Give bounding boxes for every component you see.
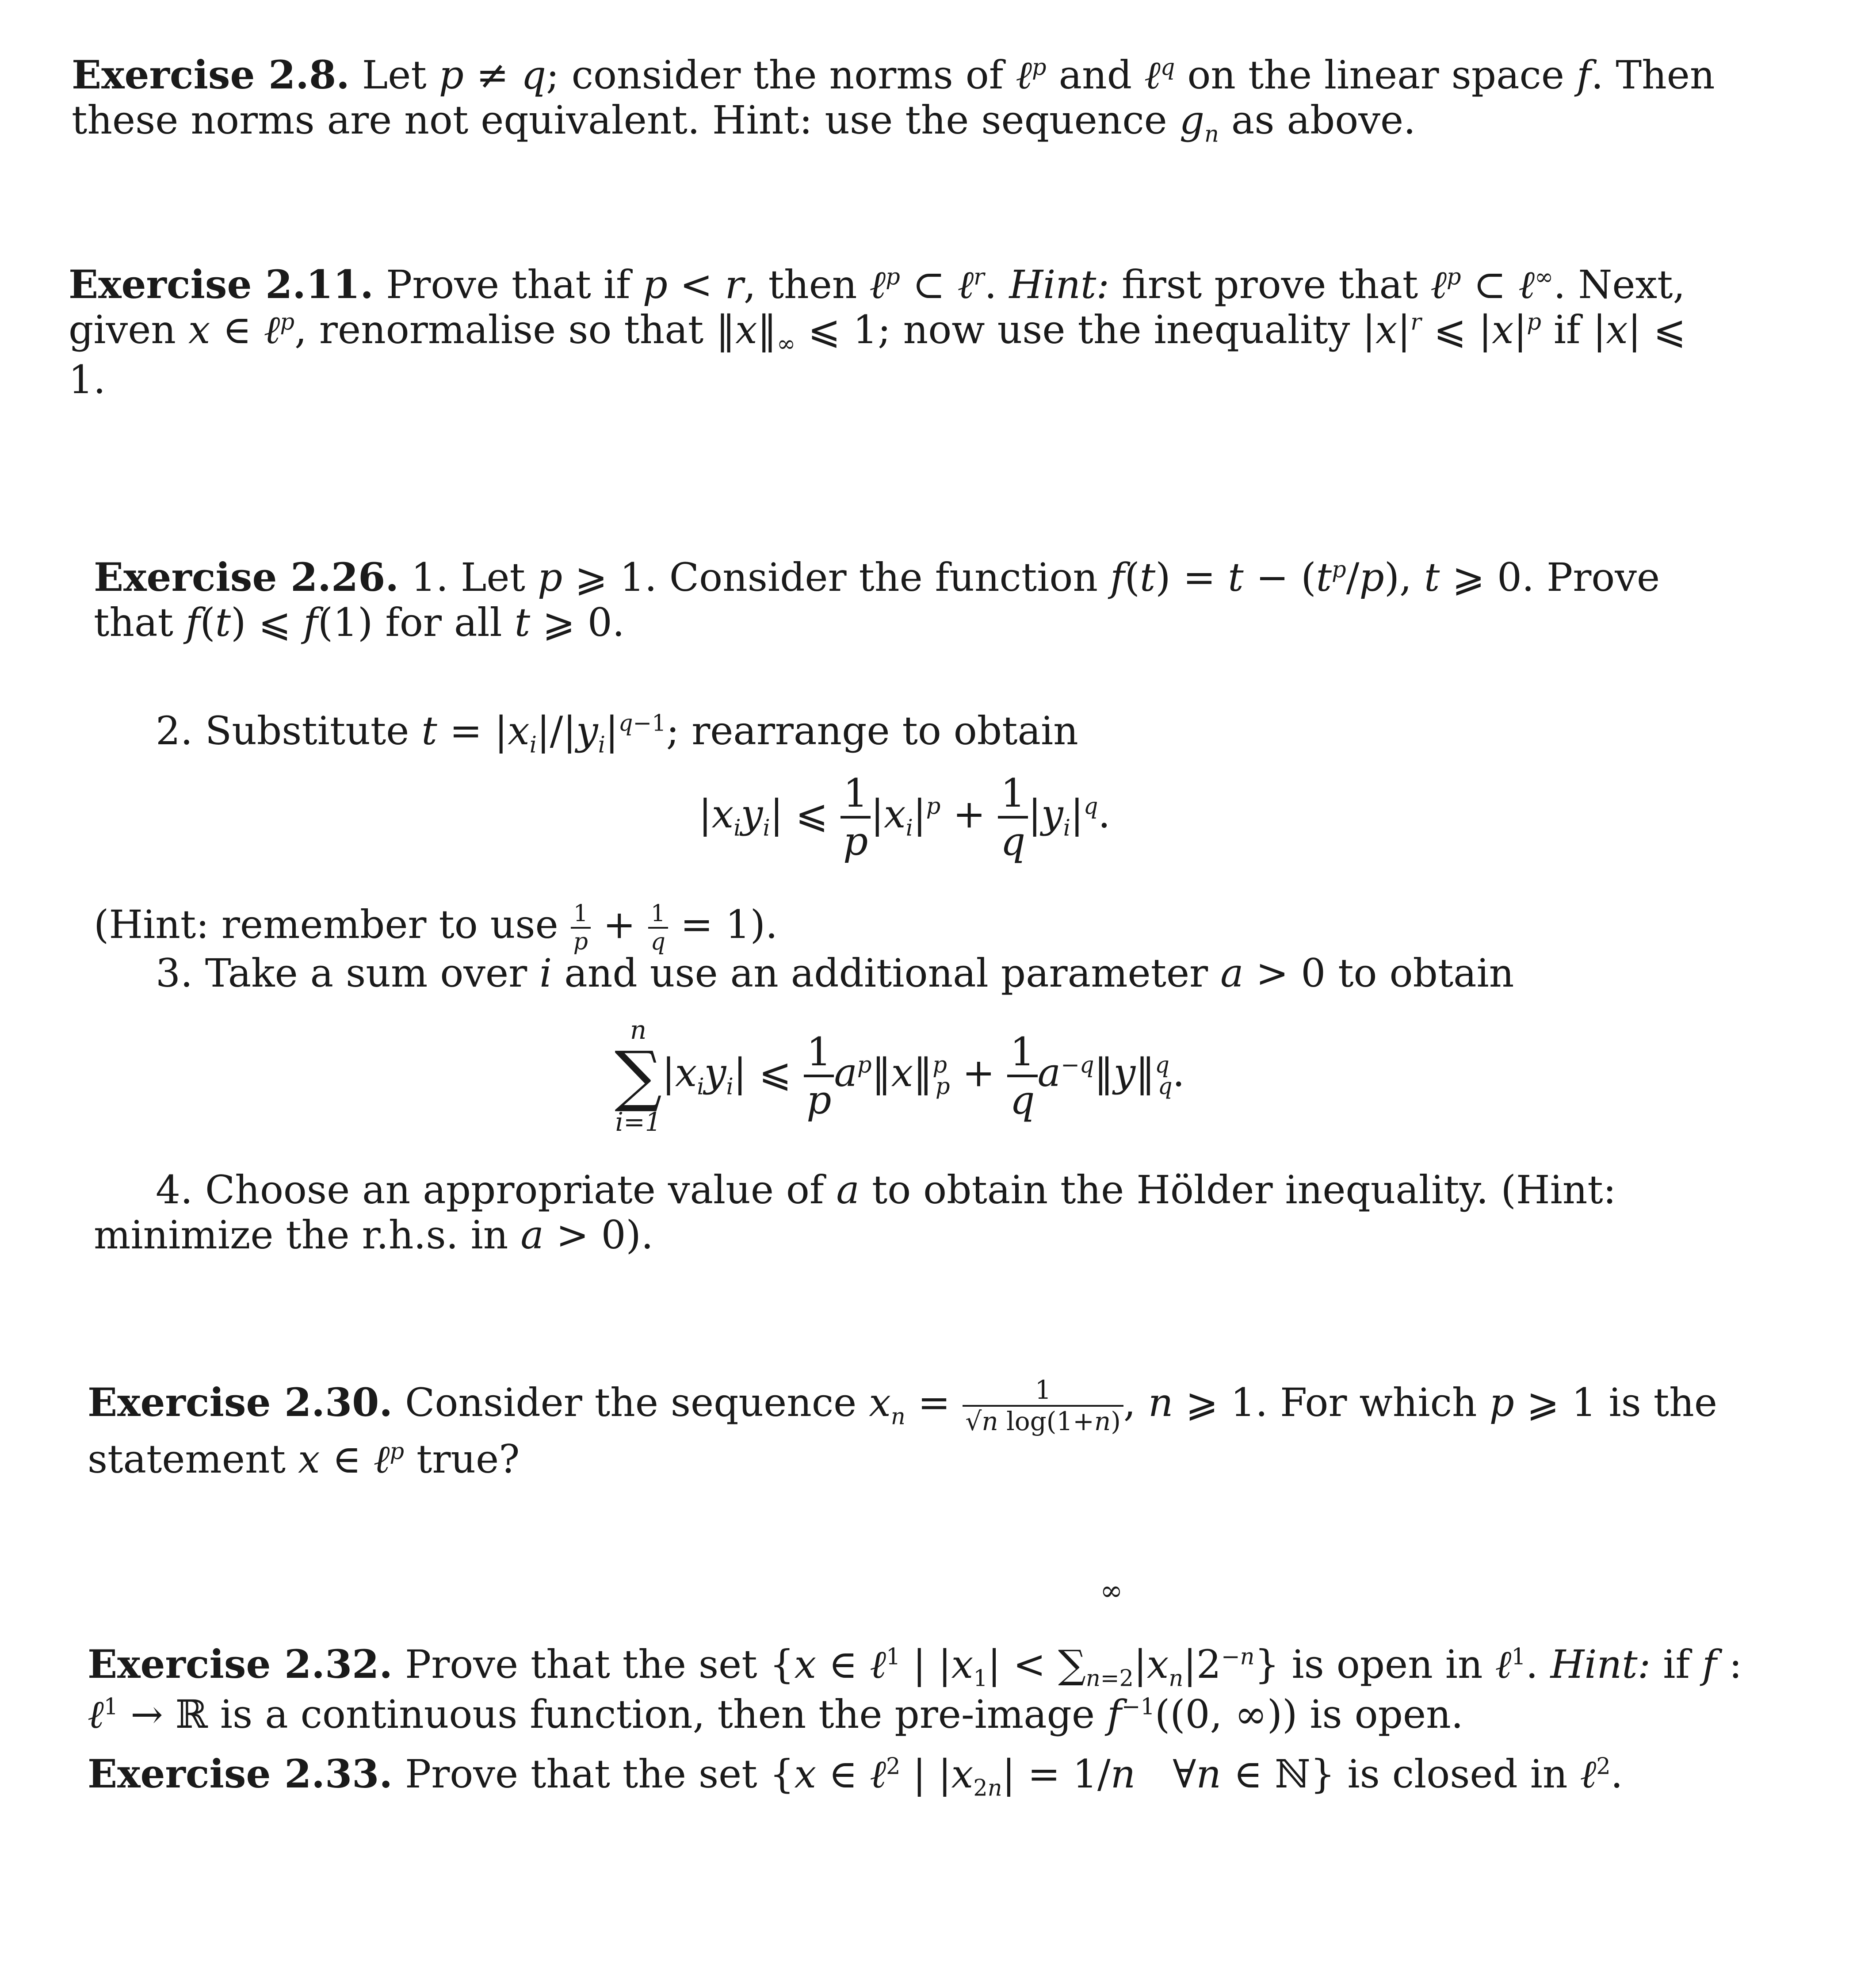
exercise-2-26-part1 xyxy=(94,555,1730,645)
exercise-2-32-label: Exercise 2.32. xyxy=(88,1641,393,1687)
exercise-2-8-text: Let p ≠ q; consider the norms of ℓ$^p$ and ℓ$^q$ on the linear space f. Then these norms are not equivalent. Hint: use the sequence $g_n$ as above. xyxy=(72,52,1715,148)
exercise-2-26-hint: (Hint: remember to use $\frac{1}{p}$ + $\frac{1}{q}$ = 1). xyxy=(94,900,778,956)
exercise-2-11-label: Exercise 2.11. xyxy=(69,261,374,307)
equation-young-inequality: $|x_iy_i|$ ⩽ $\frac{1}{p}$ $|x_i|^p$ + $\frac{1}{q}$ $|y_i|^q$. xyxy=(699,770,1111,864)
exercise-2-26-part3: 3. Take a sum over i and use an additional parameter a > 0 to obtain xyxy=(156,950,1514,996)
sum-upper-limit-infinity: ∞ xyxy=(1100,1574,1123,1607)
equation-sum-inequality: n ∑ i=1 $|x_iy_i|$ ⩽ $\frac{1}{p}$ $a^p‖x‖^p_p$ + $\frac{1}{q}$ $a^{-q}‖y‖^q_q$. xyxy=(615,1015,1185,1137)
exercise-2-26-part4: 4. Choose an appropriate value of a to obtain the Hölder inequality. (Hint: minimize the r.h.s. in a > 0). xyxy=(94,1167,1616,1258)
exercise-2-30 xyxy=(88,1375,1750,1482)
exercise-2-11-text: Prove that if p < r, then ℓ$^p$ ⊂ ℓ$^r$. Hint: first prove that ℓ$^p$ ⊂ ℓ∞. Next, given x ∈ ℓ$^p$, renormalise so that $‖x‖_\infty$ ⩽ 1; now use the inequality $|x|^r$ ⩽ $|x|^p$ if |x| ⩽ 1. xyxy=(69,262,1686,402)
exercise-2-33-label: Exercise 2.33. xyxy=(88,1751,393,1797)
exercise-2-32-text: Prove that the set {x ∈ ℓ$^1$ | $|x_1| < \sum_{n=2}|x_n|2^{-n}$} is open in ℓ$^1$. Hint: if f : ℓ$^1$ → ℝ is a continuous function, then the pre-image $f^{-1}((0$, ∞)) is open. xyxy=(88,1642,1742,1737)
exercise-2-26-part2: 2. Substitute $t = |x_i|/|y_i|^{q-1}$; rearrange to obtain xyxy=(156,708,1078,758)
exercise-2-30-label: Exercise 2.30. xyxy=(88,1379,393,1426)
exercise-2-33-text: Prove that the set {x ∈ ℓ$^2$ | $|x_{2n}| = 1/n$ ∀n ∈ ℕ} is closed in ℓ$^2$. xyxy=(405,1751,1623,1802)
sum-symbol: n ∑ i=1 xyxy=(615,1015,662,1137)
exercise-2-33 xyxy=(88,1751,1750,1802)
exercise-2-8-label: Exercise 2.8. xyxy=(72,52,350,98)
exercise-2-26-part1-text: 1. Let p ⩾ 1. Consider the function $f(t) = t - (t^p/p)$, t ⩾ 0. Prove that f(t) ⩽ f(1) for all t ⩾ 0. xyxy=(94,555,1660,646)
exercise-2-30-text: Consider the sequence $x_n$ = $\frac{1}{\text{√n log(1+n)}}$ , n ⩾ 1. For which p ⩾ 1 is the statement x ∈ ℓ$^p$ true? xyxy=(88,1375,1717,1482)
exercise-2-8 xyxy=(72,52,1734,148)
exercise-2-11 xyxy=(69,262,1722,402)
exercise-2-26-label: Exercise 2.26. xyxy=(94,554,399,600)
exercise-2-32 xyxy=(88,1642,1750,1737)
